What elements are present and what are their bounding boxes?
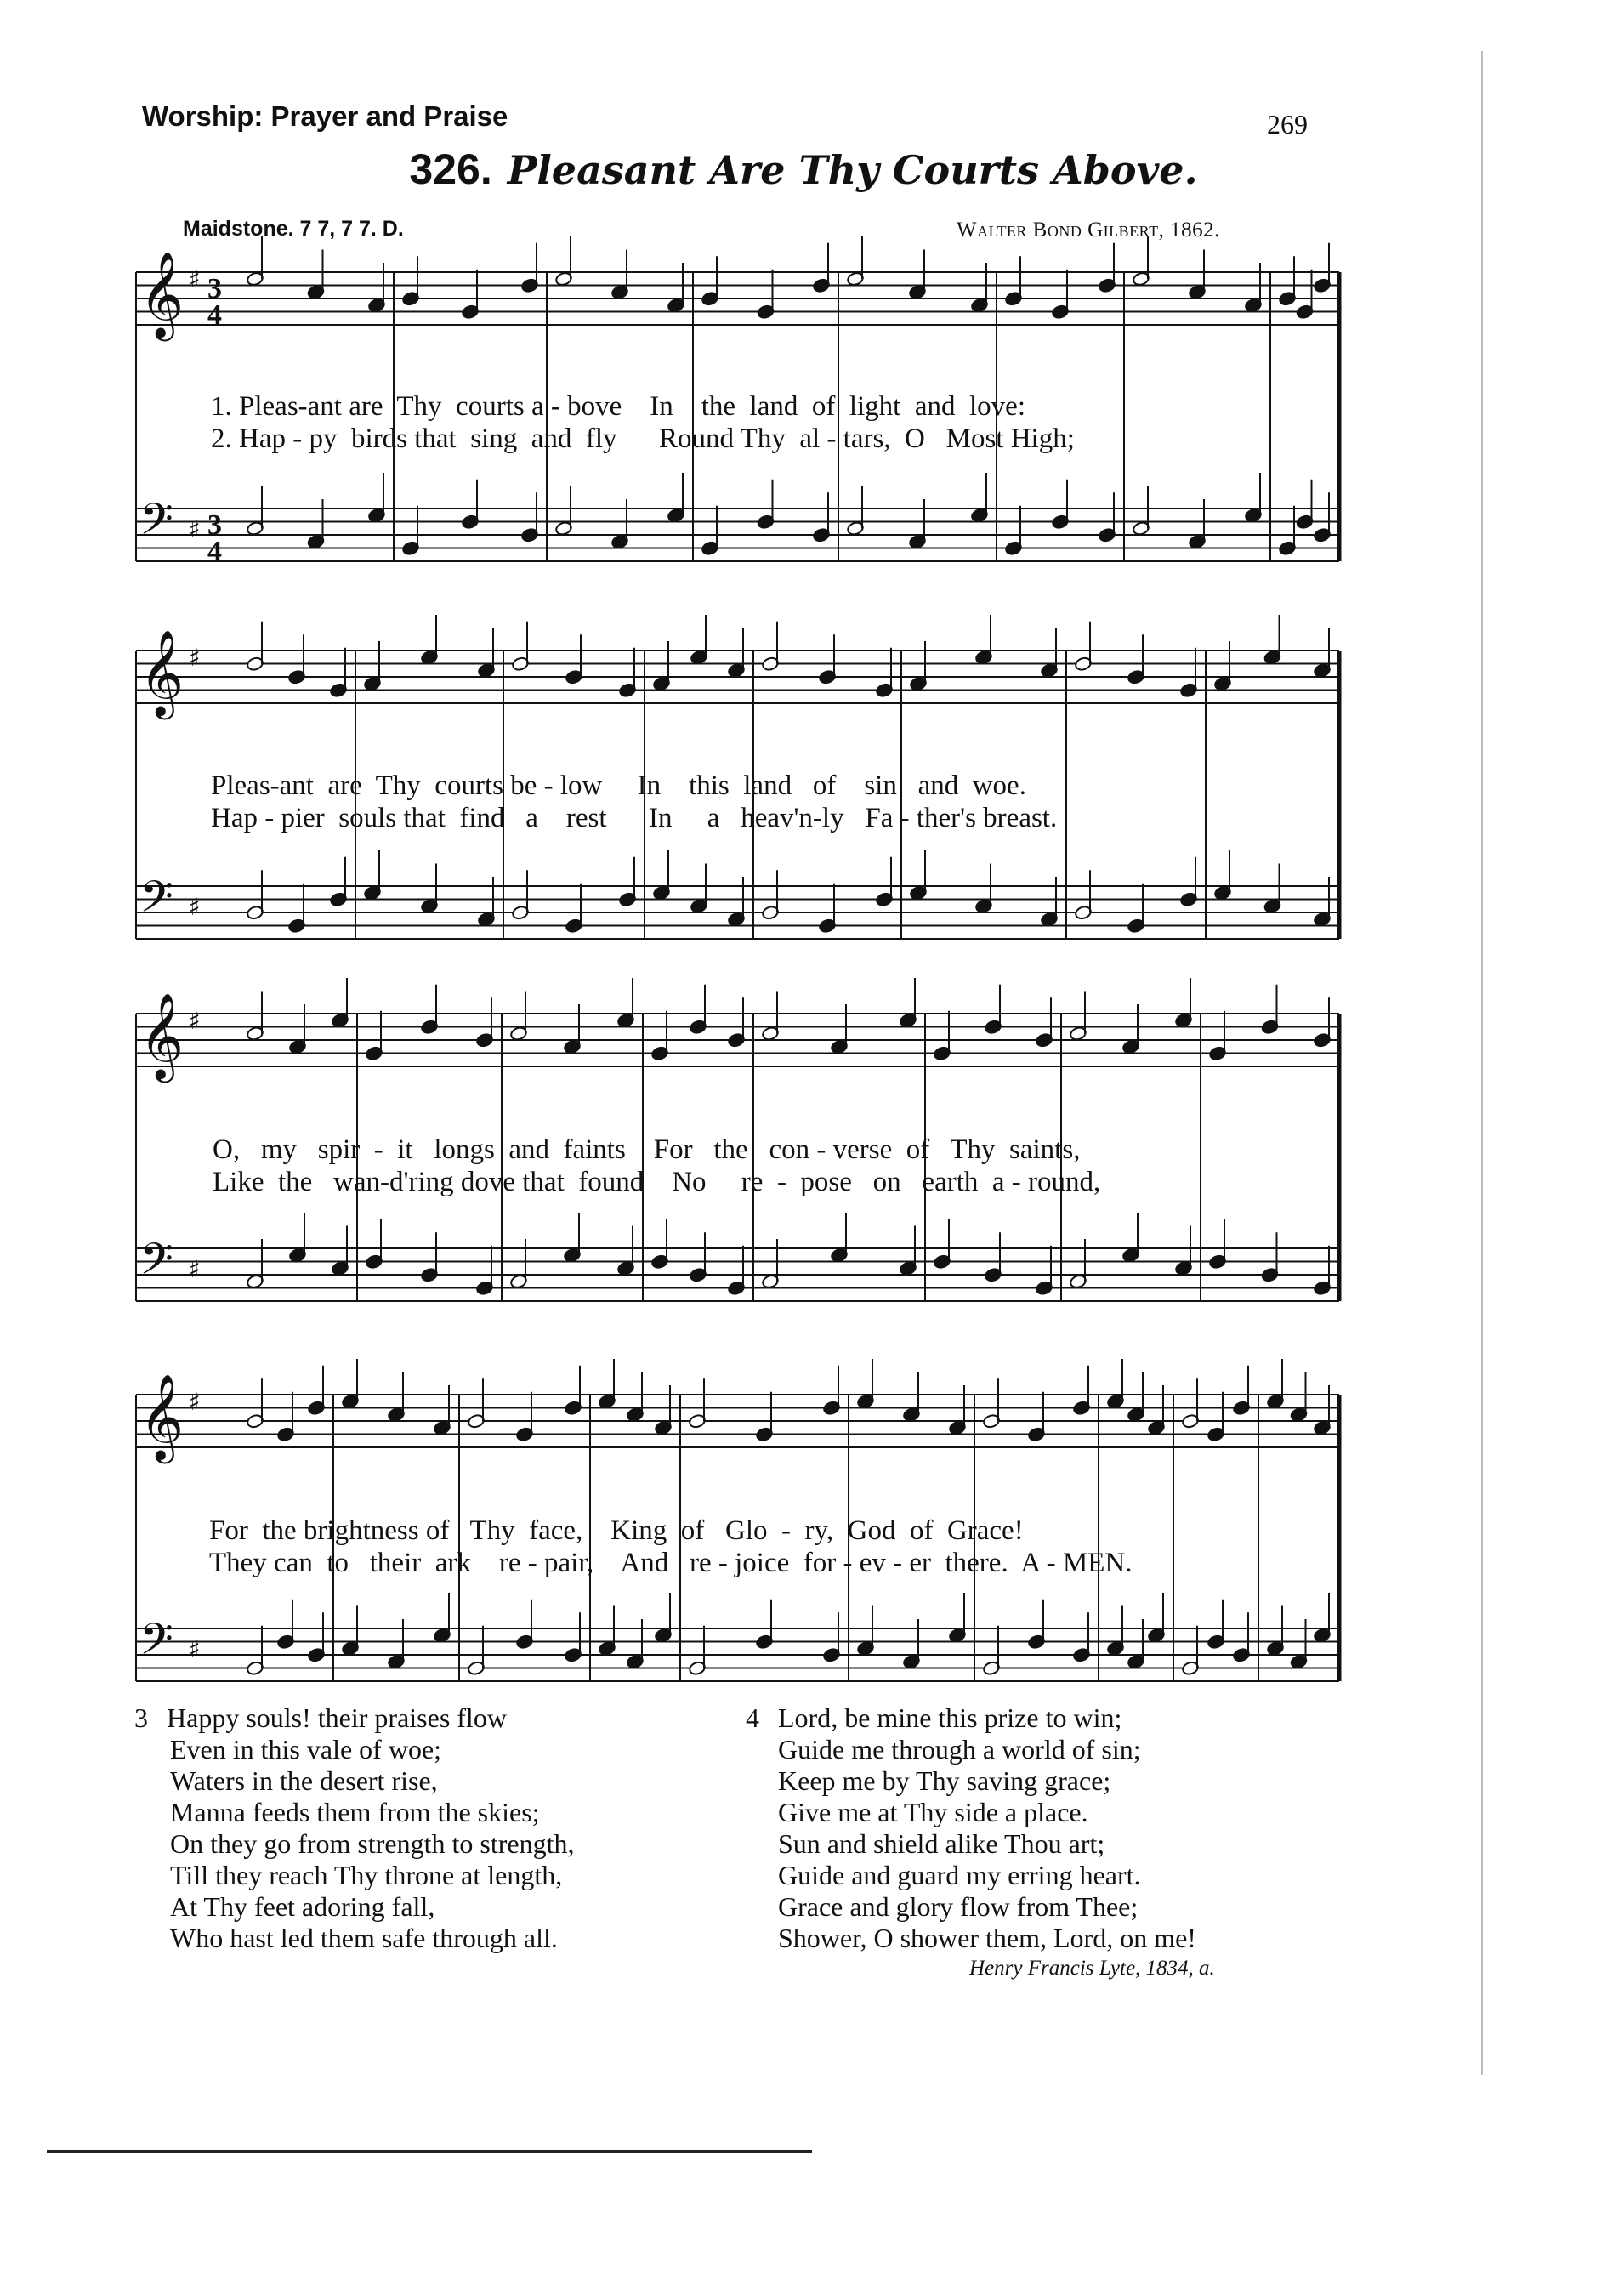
verse-line: Lord, be mine this prize to win; bbox=[778, 1702, 1122, 1733]
tune-name: Maidstone. 7 7, 7 7. D. bbox=[183, 217, 404, 241]
key-signature-sharp: ♯ bbox=[189, 1255, 201, 1283]
section-heading: Worship: Prayer and Praise bbox=[142, 100, 508, 132]
bass-clef: 𝄢 bbox=[139, 493, 173, 555]
bass-clef: 𝄢 bbox=[139, 1613, 173, 1675]
key-signature-sharp: ♯ bbox=[189, 644, 201, 672]
verse-number: 3 bbox=[134, 1702, 148, 1733]
lyric-line: Hap - pier souls that find a rest In a heav'n-ly Fa - ther's breast. bbox=[211, 803, 1058, 833]
verse-line: Grace and glory flow from Thee; bbox=[778, 1891, 1139, 1922]
verse-4 bbox=[746, 1702, 1341, 1954]
time-signature: 4 bbox=[207, 536, 222, 567]
key-signature-sharp: ♯ bbox=[189, 1635, 201, 1663]
treble-clef: 𝄞 bbox=[139, 628, 185, 716]
lyric-line: For the brightness of Thy face, King of Glo - ry, God of Grace! bbox=[209, 1515, 1024, 1546]
verse-line: Shower, O shower them, Lord, on me! bbox=[778, 1923, 1196, 1953]
time-signature: 3 bbox=[207, 509, 222, 541]
verse-line: Waters in the desert rise, bbox=[170, 1765, 438, 1796]
verse-line: Even in this vale of woe; bbox=[170, 1734, 442, 1765]
page-edge-rule bbox=[47, 2150, 812, 2153]
lyric-line: They can to their ark re - pair, And re - joice for - ev - er there. A - MEN. bbox=[209, 1548, 1133, 1578]
page-edge-line bbox=[1481, 51, 1483, 2075]
lyric-line: 1. Pleas-ant are Thy courts a - bove In the land of light and love: bbox=[211, 391, 1025, 422]
page-number: 269 bbox=[1267, 109, 1308, 139]
verse-line: On they go from strength to strength, bbox=[170, 1828, 575, 1859]
verse-line: Keep me by Thy saving grace; bbox=[778, 1765, 1111, 1796]
verse-line: Manna feeds them from the skies; bbox=[170, 1797, 540, 1827]
verse-line: Sun and shield alike Thou art; bbox=[778, 1828, 1105, 1859]
treble-clef: 𝄞 bbox=[139, 992, 185, 1079]
verse-line: Guide me through a world of sin; bbox=[778, 1734, 1141, 1765]
lyric-line: 2. Hap - py birds that sing and fly Round Thy al - tars, O Most High; bbox=[211, 423, 1075, 454]
treble-clef: 𝄞 bbox=[139, 250, 185, 338]
verse-line: Guide and guard my erring heart. bbox=[778, 1860, 1141, 1890]
verse-line: Who hast led them safe through all. bbox=[170, 1923, 558, 1953]
bass-clef: 𝄢 bbox=[139, 871, 173, 933]
hymn-author: Henry Francis Lyte, 1834, a. bbox=[969, 1957, 1215, 1980]
key-signature-sharp: ♯ bbox=[189, 265, 201, 293]
verse-number: 4 bbox=[746, 1702, 759, 1733]
verse-line: Give me at Thy side a place. bbox=[778, 1797, 1088, 1827]
lyric-line: Pleas-ant are Thy courts be - low In this land of sin and woe. bbox=[211, 770, 1026, 801]
verse-3 bbox=[134, 1702, 730, 1954]
composer-credit: Walter Bond Gilbert, 1862. bbox=[957, 219, 1220, 242]
lyric-line: Like the wan-d'ring dove that found No re - pose on earth a - round, bbox=[213, 1167, 1101, 1197]
time-signature: 4 bbox=[207, 299, 222, 331]
key-signature-sharp: ♯ bbox=[189, 1007, 201, 1035]
verse-line: At Thy feet adoring fall, bbox=[170, 1891, 435, 1922]
lyric-line: O, my spir - it longs and faints For the con - verse of Thy saints, bbox=[213, 1134, 1081, 1165]
verse-line: Happy souls! their praises flow bbox=[167, 1702, 507, 1733]
verse-line: Till they reach Thy throne at length, bbox=[170, 1860, 563, 1890]
key-signature-sharp: ♯ bbox=[189, 515, 201, 543]
hymn-title: Pleasant Are Thy Courts Above. bbox=[507, 147, 1198, 193]
time-signature: 3 bbox=[207, 273, 222, 304]
bass-clef: 𝄢 bbox=[139, 1233, 173, 1295]
key-signature-sharp: ♯ bbox=[189, 1388, 201, 1416]
treble-clef: 𝄞 bbox=[139, 1372, 185, 1460]
hymn-number: 326. bbox=[409, 145, 492, 193]
key-signature-sharp: ♯ bbox=[189, 893, 201, 921]
